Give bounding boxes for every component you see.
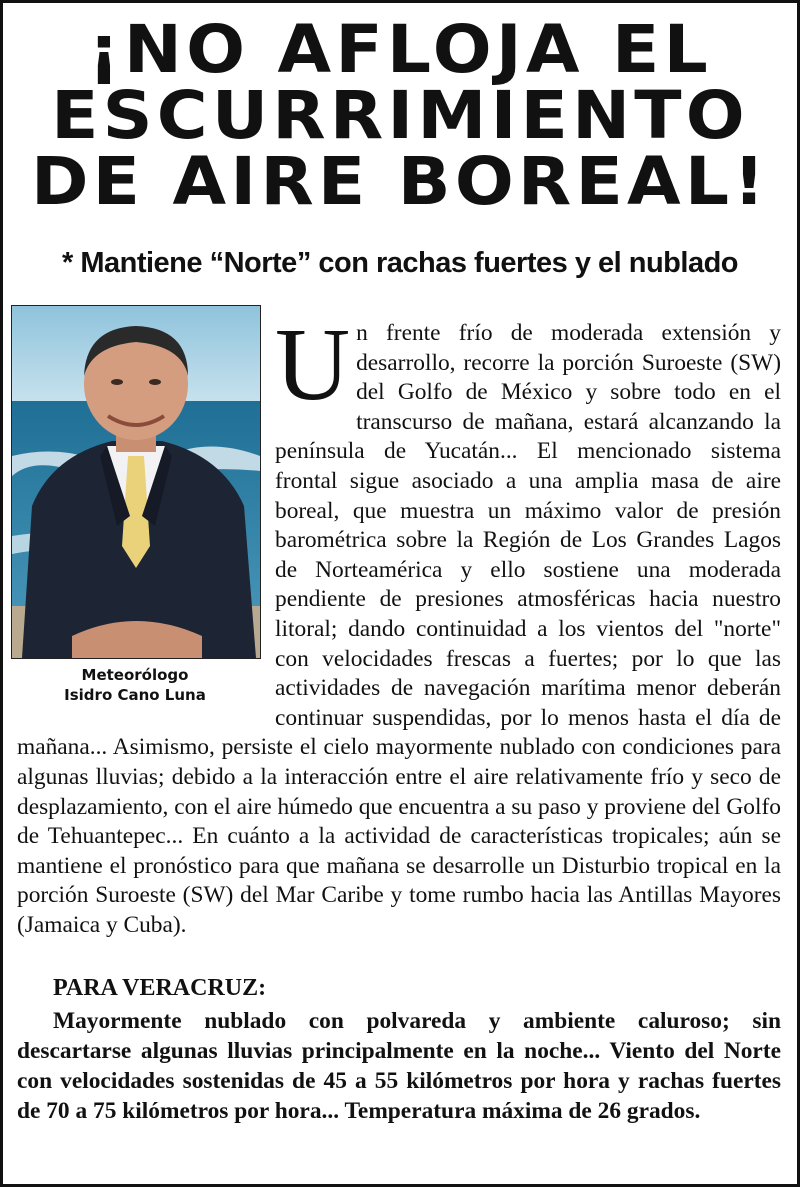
article-body: [17, 307, 781, 940]
veracruz-forecast: Mayormente nublado con polvareda y ambiente caluroso; sin descartarse algunas lluvias principalmente en la noche... Viento del Norte con velocidades sostenidas de 45 a 55 kilómetros por hora y rachas fuertes de 70 a 75 kilómetros por hora... Temperatura máxima de 26 grados.: [17, 1008, 781, 1124]
caption-name: Isidro Cano Luna: [64, 686, 206, 704]
article-text: n frente frío de moderada extensión y desarrollo, recorre la porción Suroeste (SW) del Golfo de México y sobre todo en el transcurso de mañana, estará alcanzando la península de Yucatán... El mencionado sistema frontal sigue asociado a una amplia masa de aire boreal, que muestra un máximo valor de presión barométrica sobre la Región de Los Grandes Lagos de Norteamérica y ello sostiene una moderada pendiente de presiones atmosféricas hacia nuestro litoral; dando continuidad a los vientos del "norte" con velocidades frescas a fuertes; por lo que las actividades de navegación marítima menor deberán continuar suspendidas, por lo menos hasta el día de mañana... Asimismo, persiste el cielo mayormente nublado con condiciones para algunas lluvias; debido a la interacción entre el aire relativamente frío y seco de desplazamiento, con el aire húmedo que encuentra a su paso y proviene del Golfo de Tehuantepec... En cuánto a la actividad de características tropicales; aún se mantiene el pronóstico para que mañana se desarrolle un Disturbio tropical en la porción Suroeste (SW) del Mar Caribe y tome rumbo hacia las Antillas Mayores (Jamaica y Cuba).: [17, 320, 781, 938]
photo-space: [17, 319, 275, 725]
headline-line-1: ¡NO AFLOJA EL: [88, 11, 712, 88]
veracruz-title: PARA VERACRUZ:: [53, 975, 267, 1001]
headline: [0, 11, 800, 220]
caption-title: Meteorólogo: [81, 666, 189, 684]
headline-line-3: DE AIRE BOREAL!: [30, 143, 770, 220]
drop-cap: U: [275, 307, 351, 422]
headline-line-2: ESCURRIMIENTO: [51, 77, 749, 154]
subtitle: * Mantiene “Norte” con rachas fuertes y el nublado: [62, 247, 738, 279]
